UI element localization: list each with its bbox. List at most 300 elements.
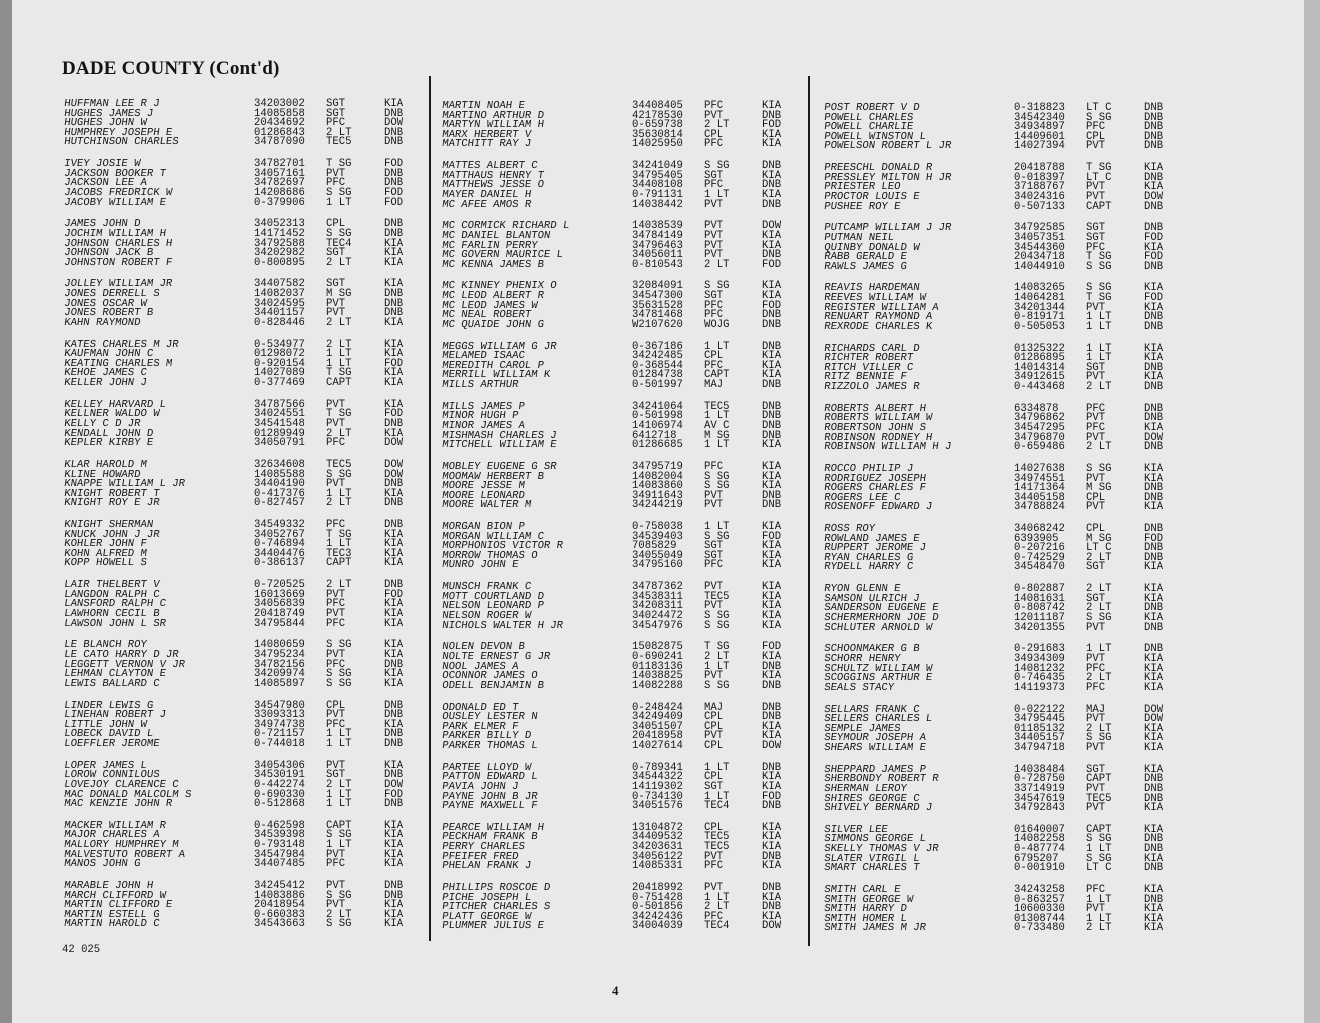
serial-number: 14082004 [632,470,683,483]
rank: PVT [704,249,724,262]
status: DNB [1144,833,1164,846]
status: DNB [762,410,782,423]
serial-number: 34203002 [254,98,305,110]
serial-number: 6412718 [632,429,677,442]
soldier-name: SMART CHARLES T [823,862,921,875]
status: KIA [384,538,404,551]
serial-number: 20418958 [632,730,683,743]
status: KIA [1144,301,1164,314]
status: KIA [1144,662,1164,675]
serial-number: 34934897 [1014,121,1065,134]
rank: S SG [1086,732,1112,745]
status: KIA [384,858,404,871]
status: DNB [1144,792,1164,805]
soldier-name: PECKHAM FRANK B [441,831,539,844]
status: KIA [762,369,782,382]
rank: PFC [1086,681,1106,694]
serial-number: 34787090 [254,136,305,149]
serial-number: 34795160 [632,559,683,572]
serial-number: 34201344 [1014,301,1065,314]
soldier-name: REGISTER WILLIAM A [823,301,940,314]
rank: TEC4 [704,920,730,933]
status: KIA [1144,181,1164,194]
soldier-name: MARX HERBERT V [441,128,532,141]
rank: TEC5 [1086,792,1112,805]
rank: PVT [1086,371,1106,384]
soldier-name: PREESCHL DONALD R [823,162,934,175]
soldier-name: LEGGETT VERNON V JR [63,658,186,671]
status: DNB [384,728,404,741]
rank: 2 LT [326,256,352,269]
serial-number: 14027638 [1014,462,1065,475]
serial-number: 01325322 [1014,342,1065,355]
soldier-name: MOORE WALTER M [441,499,532,512]
soldier-name: SANDERSON EUGENE E [823,602,940,615]
rank: 1 LT [1086,342,1112,355]
soldier-name: MC NEAL ROBERT [441,309,532,322]
soldier-name: LANGDON RALPH C [63,588,161,601]
status: DOW [1144,190,1164,203]
rank: S SG [704,619,730,632]
serial-number: 14027089 [254,367,305,380]
serial-number: 34782156 [254,658,305,671]
rank: PFC [1086,402,1106,415]
serial-number: 34541548 [254,417,305,430]
rank: PVT [326,608,346,621]
status: KIA [1144,583,1164,596]
status: KIA [1144,922,1164,935]
soldier-name: PAVIA JOHN J [441,780,520,793]
soldier-name: KEATING CHARLES M [63,357,174,370]
soldier-name: MARTIN ESTELL G [63,908,161,921]
rank: CAPT [326,819,352,832]
rank: S SG [1086,260,1112,273]
rank: S SG [326,468,352,481]
serial-number: 0-789341 [632,761,683,774]
rank: 1 LT [326,798,352,811]
soldier-name: JOLLEY WILLIAM JR [63,278,174,291]
status: KIA [762,239,782,252]
soldier-name: HUTCHINSON CHARLES [63,136,180,149]
rank: PFC [704,138,724,151]
status: DNB [1144,140,1164,153]
serial-number: 34407485 [254,858,305,871]
serial-number: 0-291683 [1014,643,1065,656]
status: KIA [384,819,404,832]
serial-number: 0-022122 [1014,703,1065,716]
status: DNB [762,109,782,122]
soldier-name: REXRODE CHARLES K [823,320,934,333]
status: KIA [1144,162,1164,175]
serial-number: 33714919 [1014,782,1065,795]
rank: PVT [704,499,724,512]
status: KIA [762,590,782,603]
status: KIA [384,718,404,731]
rank: MAJ [704,379,724,391]
serial-number: 34024316 [1014,190,1065,203]
soldier-name: ROWLAND JAMES E [823,532,921,545]
soldier-name: KLINE HOWARD [63,468,142,481]
serial-number: 14083886 [254,889,305,902]
rank: PFC [1086,884,1106,897]
status: KIA [1144,912,1164,925]
rank: SGT [1086,592,1106,605]
serial-number: 34242485 [632,350,683,363]
status: DNB [384,136,404,149]
serial-number: 14085858 [254,107,305,120]
serial-number: 34792843 [1014,802,1065,815]
status: KIA [1144,741,1164,754]
status: DNB [762,711,782,724]
serial-number: 0-507133 [1014,200,1065,213]
soldier-name: MORPHONIOS VICTOR R [441,540,564,553]
serial-number: 0-534977 [254,338,305,351]
serial-number: 6393905 [1014,532,1059,545]
status: KIA [1144,852,1164,865]
rank: 2 LT [326,427,352,440]
soldier-name: PFEIFER FRED [441,850,520,863]
serial-number: 34795234 [254,649,305,661]
rank: TEC4 [326,237,352,250]
status: DNB [1144,412,1164,425]
soldier-name: JONES ROBERT B [63,307,154,320]
serial-number: 34201355 [1014,621,1065,634]
serial-number: 0-721157 [254,728,305,741]
soldier-name: RYDELL HARRY C [823,561,914,574]
soldier-name: PERRY CHARLES [441,841,526,854]
status: DNB [384,880,404,893]
serial-number: 34051576 [632,800,683,813]
serial-number: 14171364 [1014,482,1065,495]
rank: PVT [704,489,724,502]
rank: SGT [704,540,724,553]
status: KIA [1144,561,1164,574]
status: DNB [384,218,404,231]
soldier-name: MARTINO ARTHUR D [441,109,545,122]
serial-number: 14082037 [254,288,305,301]
soldier-name: ODONALD ED T [441,701,520,714]
serial-number: 34242436 [632,910,683,923]
rank: PVT [704,670,724,683]
status: DNB [762,499,782,512]
rank: SGT [326,247,346,260]
serial-number: 34056839 [254,598,305,611]
rank: PVT [1086,782,1106,795]
rank: CAPT [1086,823,1112,836]
soldier-name: LOROW CONNILOUS [63,769,161,782]
soldier-name: KAUFMAN JOHN C [63,348,154,361]
soldier-name: MORGAN WILLIAM C [441,530,545,543]
soldier-name: SMITH CARL E [823,884,902,897]
serial-number: 14119373 [1014,681,1065,694]
status: DNB [384,307,404,320]
serial-number: 34024551 [254,408,305,421]
rank: SGT [1086,222,1106,235]
serial-number: 34024472 [632,610,683,623]
soldier-name: IVEY JOSIE W [63,158,142,171]
rank: 2 LT [326,126,352,139]
status: KIA [384,487,404,500]
soldier-name: MC AFEE AMOS R [441,198,532,211]
status: KIA [384,617,404,630]
soldier-name: KOPP HOWELL S [63,557,148,570]
rank: SGT [326,107,346,120]
soldier-name: PUSHEE ROY E [823,200,902,213]
rank: SGT [326,278,346,291]
rank: PVT [1086,501,1106,514]
status: DNB [1144,602,1164,615]
status: KIA [384,598,404,611]
soldier-name: ROCCO PHILIP J [823,462,914,475]
status: KIA [762,521,782,534]
serial-number: 34796862 [1014,412,1065,425]
rank: T SG [326,367,352,380]
rank: PVT [704,581,724,594]
rank: 1 LT [704,439,730,452]
soldier-name: RODRIGUEZ JOSEPH [823,472,927,485]
soldier-name: RABB GERALD E [823,251,908,264]
status: DNB [762,198,782,211]
status: DOW [1144,703,1164,716]
status: KIA [1144,241,1164,254]
status: KIA [384,899,404,912]
soldier-name: MAYER DANIEL H [441,188,532,201]
rank: 2 LT [1086,551,1112,564]
status: KIA [384,528,404,541]
rank: S SG [704,280,730,293]
serial-number: 0-746894 [254,538,305,551]
serial-number: 34787566 [254,398,305,411]
soldier-name: MISHMASH CHARLES J [441,429,558,442]
serial-number: 0-863257 [1014,893,1065,906]
serial-number: 01286843 [254,126,305,139]
rank: PFC [326,617,346,630]
rank: 1 LT [326,737,352,750]
soldier-name: SMITH HARRY D [823,903,908,916]
rank: PFC [326,858,346,871]
status: FOD [762,530,782,543]
rank: 1 LT [1086,311,1112,324]
column-divider-right [808,76,810,946]
status: DOW [1144,431,1164,444]
serial-number: 01185132 [1014,722,1065,735]
soldier-name: SIMMONS GEORGE L [823,833,927,846]
serial-number: 34068242 [1014,523,1065,536]
rank: 1 LT [704,410,730,423]
status: DNB [384,709,404,722]
rank: T SG [1086,292,1112,305]
soldier-name: PUTCAMP WILLIAM J JR [823,222,953,235]
rank: TEC5 [704,400,730,413]
status: KIA [1144,371,1164,384]
serial-number: 34407582 [254,278,305,291]
soldier-name: MATTHAUS HENRY T [441,169,545,182]
soldier-name: NOLEN DEVON B [441,641,526,654]
soldier-name: NOLTE ERNEST G JR [441,651,552,663]
status: FOD [1144,231,1164,244]
status: KIA [762,581,782,594]
status: FOD [762,299,782,312]
serial-number: 0-742529 [1014,551,1065,564]
serial-number: 34203631 [632,841,683,854]
soldier-name: SMITH HOMER L [823,912,908,925]
rank: PFC [704,860,724,873]
status: KIA [1144,681,1164,694]
soldier-name: LAWSON JOHN L SR [63,617,167,630]
rank: PVT [1086,741,1106,754]
rank: CAPT [1086,773,1112,786]
status: KIA [384,398,404,411]
status: DOW [384,437,404,450]
rank: 2 LT [326,497,352,510]
soldier-name: LE CATO HARRY D JR [63,649,180,661]
status: KIA [762,460,782,473]
rank: 1 LT [704,761,730,774]
soldier-name: MARTIN CLIFFORD E [63,899,174,912]
serial-number: 34530191 [254,769,305,782]
status: KIA [1144,612,1164,625]
soldier-name: PROCTOR LOUIS E [823,190,921,203]
serial-number: 14082288 [632,679,683,692]
rank: S SG [704,610,730,623]
serial-number: 0-808742 [1014,602,1065,615]
serial-number: 34408405 [632,100,683,112]
status: DNB [762,850,782,863]
soldier-name: MORROW THOMAS O [441,549,539,562]
soldier-name: KOHN ALFRED M [63,547,148,560]
serial-number: 34549332 [254,519,305,532]
soldier-name: OUSLEY LESTER N [441,711,539,724]
serial-number: 34974738 [254,718,305,731]
serial-number: 34544322 [632,771,683,784]
rank: CAPT [704,369,730,382]
rank: 1 LT [704,891,730,904]
soldier-name: MINOR JAMES A [441,419,526,432]
soldier-name: REEVES WILLIAM W [823,292,927,305]
serial-number: 34054306 [254,759,305,772]
serial-number: 34245412 [254,880,305,893]
serial-number: 0-728750 [1014,773,1065,786]
rank: T SG [326,408,352,421]
serial-number: 20418954 [254,899,305,912]
soldier-name: SELLARS FRANK C [823,703,921,716]
serial-number: 0-659486 [1014,441,1065,454]
rank: MAJ [704,701,724,714]
serial-number: 0-462598 [254,819,305,832]
soldier-name: ROBERTS WILLIAM W [823,412,934,425]
rank: PVT [326,880,346,893]
serial-number: 34782697 [254,177,305,190]
soldier-name: KELLEY HARVARD L [63,398,167,411]
soldier-name: JAMES JOHN D [63,218,142,231]
serial-number: 14027614 [632,739,683,752]
status: KIA [762,188,782,201]
rank: CAPT [326,557,352,570]
status: KIA [762,100,782,112]
serial-number: 35631528 [632,299,683,312]
serial-number: 0-487774 [1014,843,1065,856]
serial-number: 34056011 [632,249,683,262]
soldier-name: MOBLEY EUGENE G SR [441,460,558,473]
status: DNB [384,167,404,180]
soldier-name: LOBECK DAVID L [63,728,154,741]
serial-number: 34405158 [1014,491,1065,504]
status: DNB [762,429,782,442]
status: DNB [762,379,782,391]
serial-number: 34787362 [632,581,683,594]
rank: PFC [704,559,724,572]
soldier-name: KNIGHT ROBERT T [63,487,161,500]
status: FOD [384,196,404,209]
status: KIA [762,610,782,623]
soldier-name: NOOL JAMES A [441,660,520,673]
serial-number: 14085331 [632,860,683,873]
serial-number: 33093313 [254,709,305,722]
soldier-name: PATTON EDWARD L [441,771,539,784]
serial-number: 34544360 [1014,241,1065,254]
serial-number: 0-501997 [632,379,683,391]
serial-number: 34202982 [254,247,305,260]
rank: S SG [326,639,352,652]
soldier-name: SLATER VIRGIL L [823,852,921,865]
status: KIA [762,540,782,553]
rank: S SG [326,227,352,240]
status: DNB [1144,381,1164,393]
status: FOD [762,258,782,271]
soldier-name: PARKER BILLY D [441,730,532,743]
soldier-name: PLUMMER JULIUS E [441,920,545,933]
rank: PFC [704,359,724,372]
soldier-name: SMITH GEORGE W [823,893,914,906]
soldier-name: PARKER THOMAS L [441,739,539,752]
soldier-name: JACOBY WILLIAM E [63,196,167,209]
status: FOD [384,186,404,199]
soldier-name: MEREDITH CAROL P [441,359,545,372]
status: KIA [384,547,404,560]
status: FOD [384,158,404,171]
rank: CAPT [1086,200,1112,213]
soldier-name: MUNRO JOHN E [441,559,520,572]
serial-number: 0-248424 [632,701,683,714]
status: KIA [1144,722,1164,735]
status: KIA [384,98,404,110]
rank: CPL [326,218,346,231]
soldier-name: MARABLE JOHN H [63,880,154,893]
status: KIA [384,759,404,772]
rank: SGT [326,769,346,782]
serial-number: 14409601 [1014,130,1065,143]
status: KIA [1144,421,1164,434]
soldier-name: ODELL BENJAMIN B [441,679,545,692]
rank: 1 LT [1086,643,1112,656]
rank: M SG [1086,532,1112,545]
serial-number: 37188767 [1014,181,1065,194]
status: KIA [762,821,782,834]
column-divider-left [429,76,431,941]
soldier-name: MC CORMICK RICHARD L [441,220,571,233]
rank: CPL [704,350,724,363]
soldier-name: PAYNE MAXWELL F [441,800,539,813]
rank: PFC [1086,662,1106,675]
status: KIA [762,651,782,663]
status: KIA [762,128,782,141]
serial-number: 35630814 [632,128,683,141]
serial-number: 34024595 [254,297,305,310]
serial-number: 01183136 [632,660,683,673]
serial-number: 15082875 [632,641,683,654]
rank: PFC [704,100,724,112]
status: FOD [762,790,782,803]
